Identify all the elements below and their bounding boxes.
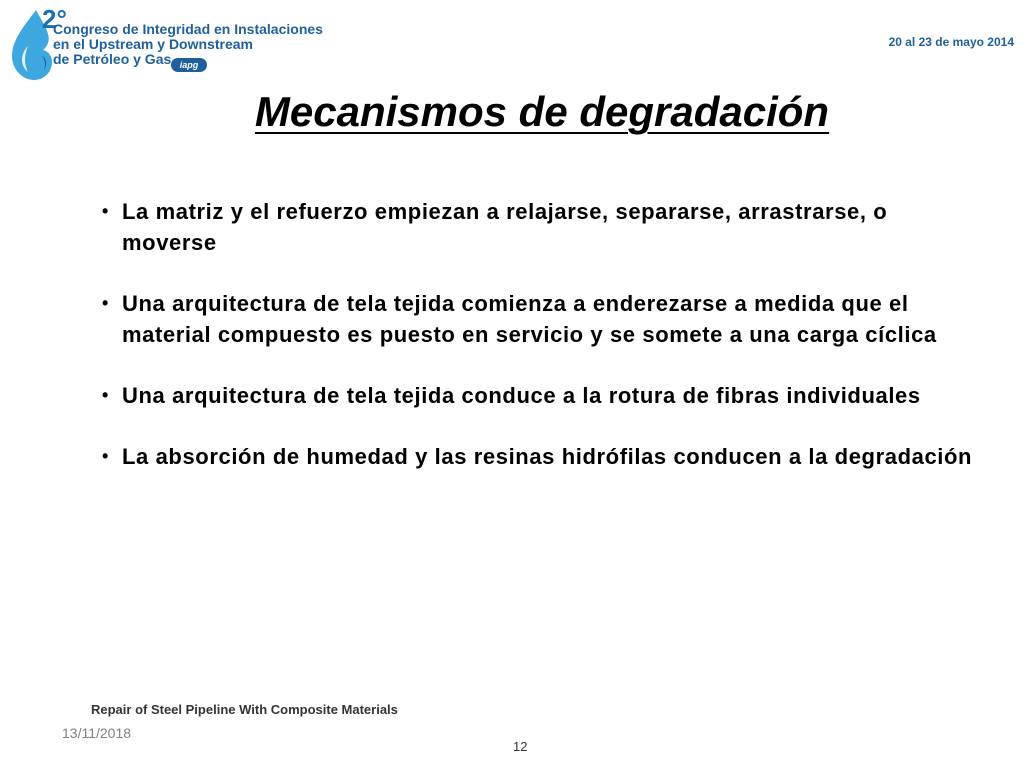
bullet-item: • La matriz y el refuerzo empiezan a relajarse, separarse, arrastrarse, o moverse: [100, 196, 980, 258]
footer-date: 13/11/2018: [62, 725, 132, 741]
slide-title-text: Mecanismos de degradación: [254, 88, 830, 135]
congress-logo: [6, 6, 326, 82]
logo-line: en el Upstream y Downstream: [53, 36, 253, 52]
page-number: 12: [513, 739, 528, 754]
footer-title: Repair of Steel Pipeline With Composite Materials: [91, 702, 398, 717]
event-dates: 20 al 23 de mayo 2014: [888, 35, 1014, 49]
bullet-item: • Una arquitectura de tela tejida conduce a la rotura de fibras individuales: [100, 380, 980, 411]
bullet-item: • La absorción de humedad y las resinas hidrófilas conducen a la degradación: [100, 441, 980, 472]
iapg-badge: iapg: [171, 58, 207, 72]
slide-title: [0, 88, 1024, 136]
bullet-list: [100, 196, 980, 502]
logo-line: Congreso de Integridad en Instalaciones: [53, 21, 323, 37]
logo-line: de Petróleo y Gas: [53, 51, 172, 67]
logo-edition-number: 2°: [42, 4, 67, 34]
bullet-item: • Una arquitectura de tela tejida comienza a enderezarse a medida que el material compuesto es puesto en servicio y se somete a una carga cíclica: [100, 288, 980, 350]
